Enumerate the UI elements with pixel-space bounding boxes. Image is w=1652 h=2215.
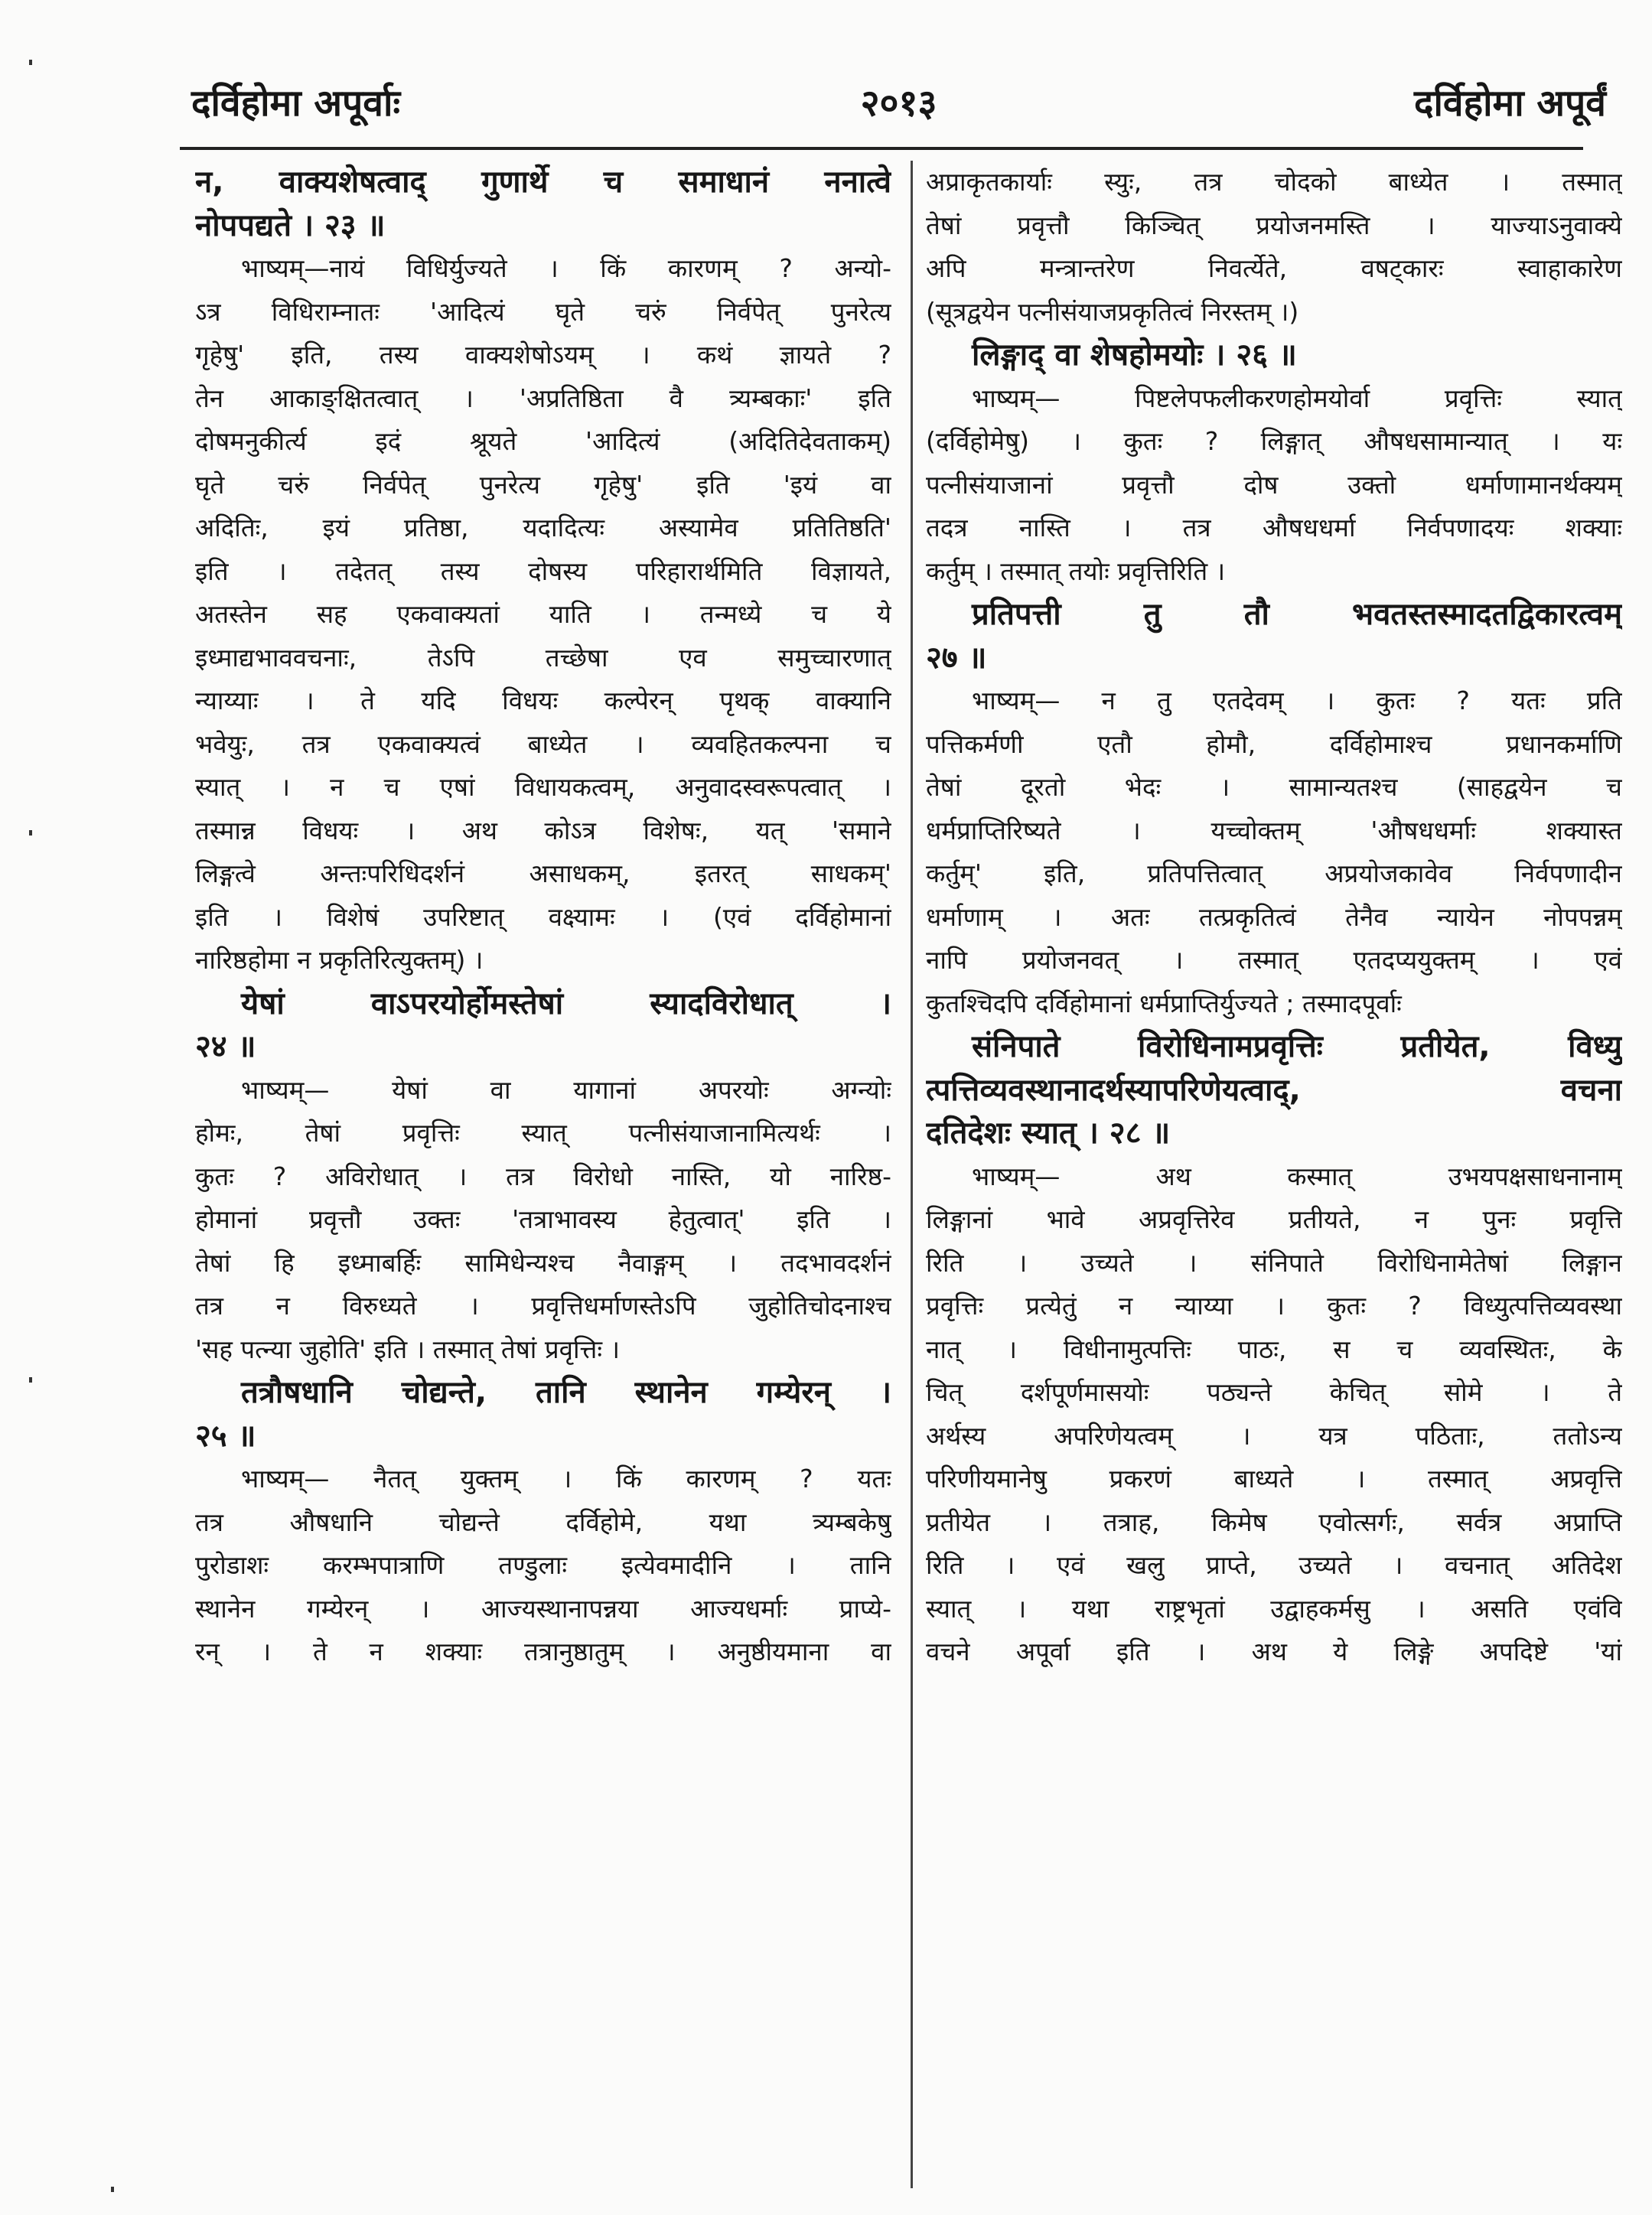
text-line: अपि मन्त्रान्तरेण निवर्त्येते, वषट्कारः स्वाहाकारेण [926,253,1622,283]
text-line: तत्रौषधानि चोद्यन्ते, तानि स्थानेन गम्येरन् । [241,1375,891,1410]
text-line: तत्र न विरुध्यते । प्रवृत्तिधर्माणस्तेऽपि जुहोतिचोदनाश्च [195,1291,891,1321]
text-line: कर्तुम्' इति, प्रतिपत्तित्वात् अप्रयोजकावेव निर्वपणादीन [926,858,1622,888]
text-line: नारिष्ठहोमा न प्रकृतिरित्युक्तम्) । [195,945,484,975]
text-line: लिङ्गाद् वा शेषहोमयोः । २६ ॥ [972,337,1297,373]
text-line: प्रतीयेत । तत्राह, किमेष एवोत्सर्गः, सर्वत्र अप्राप्ति [926,1507,1622,1537]
page-header [191,73,1606,134]
text-line: भाष्यम्—नायं विधिर्युज्यते । किं कारणम् ? अन्यो- [241,253,891,283]
text-line: स्यात् । यथा राष्ट्रभृतां उद्वाहकर्मसु । असति एवंवि [926,1593,1622,1624]
text-line: २४ ॥ [195,1029,256,1064]
text-line: नोपपद्यते । २३ ॥ [195,207,386,243]
text-line: तेषां हि इध्माबर्हिः सामिधेन्यश्च नैवाङ्गम् । तदभावदर्शनं [195,1247,891,1278]
text-line: अर्थस्य अपरिणेयत्वम् । यत्र पठिताः, ततोऽन्य [926,1420,1622,1451]
text-line: तदत्र नास्ति । तत्र औषधधर्मा निर्वपणादयः शक्याः [926,513,1622,542]
text-line: स्थानेन गम्येरन् । आज्यस्थानापन्नया आज्यधर्माः प्राप्ये- [195,1593,891,1624]
text-line: परिणीयमानेषु प्रकरणं बाध्यते । तस्मात् अप्रवृत्ति [926,1464,1622,1493]
text-line: इति । तदेतत् तस्य दोषस्य परिहारार्थमिति विज्ञायते, [195,555,891,586]
margin-speck [29,1377,32,1383]
text-line: इध्माद्यभाववचनाः, तेऽपि तच्छेषा एव समुच्चारणात् [195,642,891,673]
text-line: (सूत्रद्वयेन पत्नीसंयाजप्रकृतित्वं निरस्तम् ।) [926,296,1299,327]
text-line: तेषां दूरतो भेदः । सामान्यतश्च (साहद्वयेन च [926,772,1622,802]
header-rule [180,147,1583,150]
text-line: नात् । विधीनामुत्पत्तिः पाठः, स च व्यवस्थितः, के [926,1334,1622,1364]
text-line: लिङ्गानां भावे अप्रवृत्तिरेव प्रतीयते, न पुनः प्रवृत्ति [926,1204,1622,1234]
text-line: नापि प्रयोजनवत् । तस्मात् एतदप्ययुक्तम् । एवं [926,945,1622,975]
text-line: न्याय्याः । ते यदि विधयः कल्पेरन् पृथक् वाक्यानि [195,686,891,715]
column-divider [911,161,913,2188]
text-line: दोषमनुकीर्त्य इदं श्रूयते 'आदित्यं (अदितिदेवताकम्) [195,426,891,456]
text-line: चित् दर्शपूर्णमासयोः पठ्यन्ते केचित् सोमे । ते [926,1377,1622,1407]
text-line: तस्मान्न विधयः । अथ कोऽत्र विशेषः, यत् 'समाने [195,815,891,845]
text-line: होमः, तेषां प्रवृत्तिः स्यात् पत्नीसंयाजानामित्यर्थः । [195,1118,891,1148]
text-line: स्यात् । न च एषां विधायकत्वम्, अनुवादस्वरूपत्वात् । [195,772,891,802]
text-line: तेषां प्रवृत्तौ किञ्चित् प्रयोजनमस्ति । याज्याऽनुवाक्ये [926,210,1622,240]
margin-speck [111,2187,114,2192]
text-line: दतिदेशः स्यात् । २८ ॥ [926,1116,1171,1151]
text-line: रन् । ते न शक्याः तत्रानुष्ठातुम् । अनुष्ठीयमाना वा [195,1637,891,1666]
text-line: अदितिः, इयं प्रतिष्ठा, यदादित्यः अस्यामेव प्रतितिष्ठति' [195,513,891,542]
text-line: २७ ॥ [926,640,987,676]
text-line: भाष्यम्— अथ कस्मात् उभयपक्षसाधनानाम् [972,1161,1622,1191]
text-line: प्रवृत्तिः प्रत्येतुं न न्याय्या । कुतः ? विध्युत्पत्तिव्यवस्था [926,1291,1622,1321]
left-column [195,161,891,1674]
text-line: कुतश्चिदपि दर्विहोमानां धर्मप्राप्तिर्युज्यते ; तस्मादपूर्वाः [926,988,1402,1018]
text-line: 'सह पत्न्या जुहोति' इति । तस्मात् तेषां प्रवृत्तिः । [195,1334,620,1364]
text-line: वचने अपूर्वा इति । अथ ये लिङ्गे अपदिष्टे 'यां [926,1637,1622,1666]
text-line: येषां वाऽपरयोर्होमस्तेषां स्यादविरोधात् । [241,985,891,1021]
text-line: पत्तिकर्मणी एतौ होमौ, दर्विहोमाश्च प्रधानकर्माणि [926,728,1622,759]
text-line: धर्मप्राप्तिरिष्यते । यच्चोक्तम् 'औषधधर्माः शक्यास्त [926,815,1622,845]
margin-speck [29,830,32,836]
text-line: अप्राकृतकार्याः स्युः, तत्र चोदको बाध्येत । तस्मात् [926,167,1622,197]
text-line: न, वाक्यशेषत्वाद् गुणार्थे च समाधानं ननात्वे [195,164,891,200]
margin-speck [29,60,32,65]
text-line: घृते चरुं निर्वपेत् पुनरेत्य गृहेषु' इति 'इयं वा [195,469,891,500]
text-line: २५ ॥ [195,1418,256,1454]
running-head-right: दर्विहोमा अपूर्वं [1414,82,1606,125]
text-line: होमानां प्रवृत्तौ उक्तः 'तत्राभावस्य हेतुत्वात्' इति । [195,1204,891,1234]
text-line: तेन आकाङ्क्षितत्वात् । 'अप्रतिष्ठिता वै त्र्यम्बकाः' इति [195,383,891,413]
text-line: भाष्यम्— नैतत् युक्तम् । किं कारणम् ? यतः [241,1464,891,1493]
text-line: अतस्तेन सह एकवाक्यतां याति । तन्मध्ये च ये [195,599,891,629]
text-line: भवेयुः, तत्र एकवाक्यत्वं बाध्येत । व्यवहितकल्पना च [195,728,891,759]
text-line: धर्माणाम् । अतः तत्प्रकृतित्वं तेनैव न्यायेन नोपपन्नम् [926,901,1622,932]
page-number: २०१३ [860,82,937,125]
text-line: ऽत्र विधिराम्नातः 'आदित्यं घृते चरुं निर्वपेत् पुनरेत्य [195,296,891,327]
text-line: संनिपाते विरोधिनामप्रवृत्तिः प्रतीयेत, विध्यु [972,1029,1622,1064]
text-line: भाष्यम्— येषां वा यागानां अपरयोः अग्न्योः [241,1074,891,1105]
text-line: कुतः ? अविरोधात् । तत्र विरोधो नास्ति, यो नारिष्ठ- [195,1161,891,1191]
right-column [926,161,1622,1674]
text-line: इति । विशेषं उपरिष्टात् वक्ष्यामः । (एवं दर्विहोमानां [195,901,891,932]
text-line: कर्तुम् । तस्मात् तयोः प्रवृत्तिरिति । [926,555,1226,586]
text-line: रिति । एवं खलु प्राप्ते, उच्यते । वचनात् अतिदेश [926,1550,1622,1580]
text-line: पुरोडाशः करम्भपात्राणि तण्डुलाः इत्येवमादीनि । तानि [195,1550,891,1580]
text-line: प्रतिपत्ती तु तौ भवतस्तस्मादतद्विकारत्वम् [972,597,1622,632]
text-line: लिङ्गत्वे अन्तःपरिधिदर्शनं असाधकम्, इतरत् साधकम्' [195,858,891,888]
text-line: पत्नीसंयाजानां प्रवृत्तौ दोष उक्तो धर्माणामानर्थक्यम् [926,469,1622,500]
text-line: गृहेषु' इति, तस्य वाक्यशेषोऽयम् । कथं ज्ञायते ? [195,340,891,370]
running-head-left: दर्विहोमा अपूर्वाः [191,82,401,125]
text-line: भाष्यम्— न तु एतदेवम् । कुतः ? यतः प्रति [972,686,1622,715]
text-line: तत्र औषधानि चोद्यन्ते दर्विहोमे, यथा त्र्यम्बकेषु [195,1507,891,1537]
text-line: (दर्विहोमेषु) । कुतः ? लिङ्गात् औषधसामान्यात् । यः [926,426,1622,456]
text-line: त्पत्तिव्यवस्थानादर्थस्यापरिणेयत्वाद्, वचना [926,1072,1622,1108]
text-line: भाष्यम्— पिष्टलेपफलीकरणहोमयोर्वा प्रवृत्तिः स्यात् [972,383,1622,413]
text-line: रिति । उच्यते । संनिपाते विरोधिनामेतेषां लिङ्गान [926,1247,1622,1278]
